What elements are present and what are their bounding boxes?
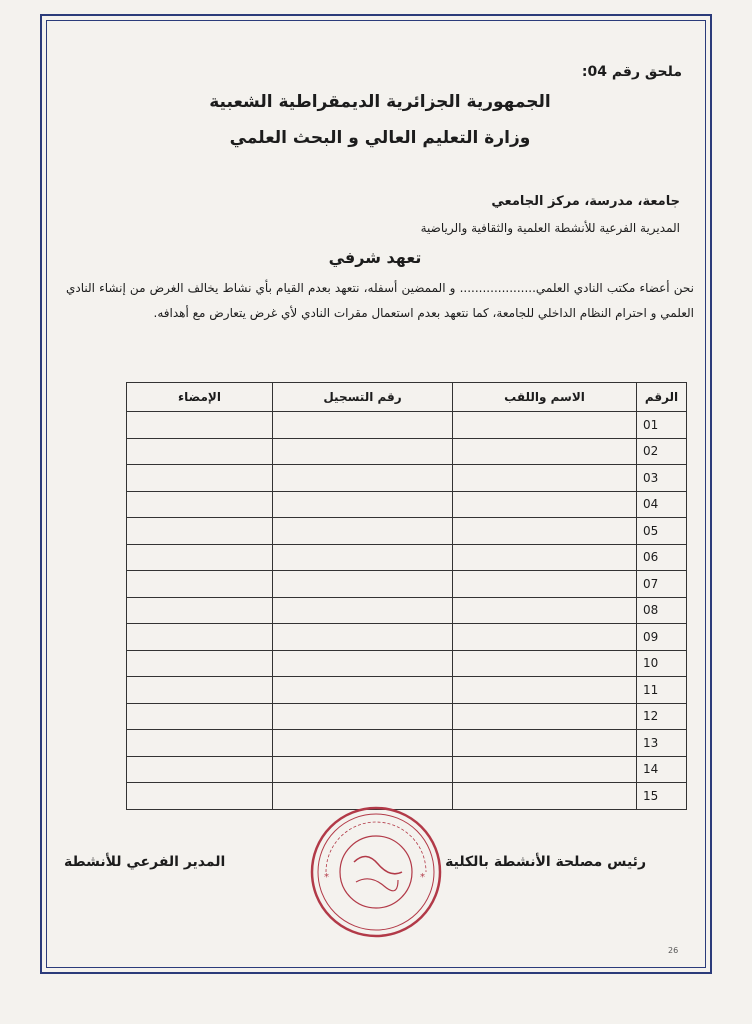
signature-cell[interactable] bbox=[127, 624, 273, 651]
signature-cell[interactable] bbox=[127, 465, 273, 492]
row-number: 03 bbox=[637, 465, 687, 492]
registration-cell[interactable] bbox=[273, 703, 453, 730]
registration-cell[interactable] bbox=[273, 756, 453, 783]
svg-text:*: * bbox=[420, 872, 425, 883]
institution-line: جامعة، مدرسة، مركز الجامعي bbox=[491, 194, 680, 209]
registration-cell[interactable] bbox=[273, 544, 453, 571]
name-cell[interactable] bbox=[453, 703, 637, 730]
table-row bbox=[127, 597, 687, 624]
row-number: 05 bbox=[637, 518, 687, 545]
row-number: 04 bbox=[637, 491, 687, 518]
registration-cell[interactable] bbox=[273, 571, 453, 598]
name-cell[interactable] bbox=[453, 412, 637, 439]
row-number: 12 bbox=[637, 703, 687, 730]
signature-left-label: المدير الفرعي للأنشطة bbox=[64, 854, 226, 870]
ministry-header: وزارة التعليم العالي و البحث العلمي bbox=[229, 128, 531, 148]
registration-cell[interactable] bbox=[273, 650, 453, 677]
name-cell[interactable] bbox=[453, 544, 637, 571]
table-row bbox=[127, 412, 687, 439]
signature-cell[interactable] bbox=[127, 544, 273, 571]
row-number: 10 bbox=[637, 650, 687, 677]
name-cell[interactable] bbox=[453, 571, 637, 598]
name-cell[interactable] bbox=[453, 677, 637, 704]
header-signature: الإمضاء bbox=[127, 383, 273, 412]
name-cell[interactable] bbox=[453, 730, 637, 757]
signature-right-label: رئيس مصلحة الأنشطة بالكلية bbox=[445, 854, 646, 870]
signature-cell[interactable] bbox=[127, 783, 273, 810]
republic-header: الجمهورية الجزائرية الديمقراطية الشعبية bbox=[209, 92, 551, 112]
header-name: الاسم واللقب bbox=[453, 383, 637, 412]
table-row bbox=[127, 518, 687, 545]
annex-label: ملحق رقم 04: bbox=[581, 64, 682, 80]
row-number: 11 bbox=[637, 677, 687, 704]
table-row bbox=[127, 677, 687, 704]
pledge-text-part2: و الممضين أسفله، نتعهد بعدم القيام بأي نشاط يخالف الغرض من إنشاء النادي العلمي و احترام النظام الداخلي للجامعة، كما نتعهد بعدم استعمال مقرات النادي لأي غرض يتعارض مع أهدافه. bbox=[66, 281, 694, 320]
table-row bbox=[127, 571, 687, 598]
table-row bbox=[127, 624, 687, 651]
official-stamp-icon bbox=[306, 802, 446, 942]
signature-cell[interactable] bbox=[127, 597, 273, 624]
table-row bbox=[127, 730, 687, 757]
signature-cell[interactable] bbox=[127, 518, 273, 545]
row-number: 13 bbox=[637, 730, 687, 757]
registration-cell[interactable] bbox=[273, 597, 453, 624]
header-number: الرقم bbox=[637, 383, 687, 412]
signature-cell[interactable] bbox=[127, 730, 273, 757]
name-cell[interactable] bbox=[453, 650, 637, 677]
pledge-title: تعهد شرفي bbox=[328, 248, 422, 267]
row-number: 01 bbox=[637, 412, 687, 439]
subdirectorate-line: المديرية الفرعية للأنشطة العلمية والثقافية والرياضية bbox=[420, 221, 680, 235]
name-cell[interactable] bbox=[453, 756, 637, 783]
row-number: 06 bbox=[637, 544, 687, 571]
table-row bbox=[127, 756, 687, 783]
signature-cell[interactable] bbox=[127, 438, 273, 465]
table-row bbox=[127, 703, 687, 730]
table-row bbox=[127, 491, 687, 518]
signature-cell[interactable] bbox=[127, 677, 273, 704]
table-row bbox=[127, 465, 687, 492]
members-table bbox=[126, 382, 687, 810]
signature-cell[interactable] bbox=[127, 412, 273, 439]
page-number: 26 bbox=[668, 946, 679, 955]
registration-cell[interactable] bbox=[273, 624, 453, 651]
registration-cell[interactable] bbox=[273, 412, 453, 439]
name-cell[interactable] bbox=[453, 597, 637, 624]
row-number: 15 bbox=[637, 783, 687, 810]
table-row bbox=[127, 650, 687, 677]
registration-cell[interactable] bbox=[273, 465, 453, 492]
row-number: 07 bbox=[637, 571, 687, 598]
row-number: 08 bbox=[637, 597, 687, 624]
table-row bbox=[127, 438, 687, 465]
name-cell[interactable] bbox=[453, 783, 637, 810]
name-cell[interactable] bbox=[453, 491, 637, 518]
pledge-paragraph bbox=[66, 276, 694, 326]
table-header-row bbox=[127, 383, 687, 412]
registration-cell[interactable] bbox=[273, 491, 453, 518]
name-cell[interactable] bbox=[453, 518, 637, 545]
name-cell[interactable] bbox=[453, 438, 637, 465]
pledge-text-part1: نحن أعضاء مكتب النادي العلمي bbox=[535, 281, 694, 295]
row-number: 09 bbox=[637, 624, 687, 651]
signature-cell[interactable] bbox=[127, 703, 273, 730]
svg-text:*: * bbox=[324, 872, 329, 883]
header-registration: رقم التسجيل bbox=[273, 383, 453, 412]
row-number: 14 bbox=[637, 756, 687, 783]
pledge-blank-dots: .................... bbox=[459, 281, 536, 295]
signature-cell[interactable] bbox=[127, 491, 273, 518]
registration-cell[interactable] bbox=[273, 730, 453, 757]
table-row bbox=[127, 544, 687, 571]
registration-cell[interactable] bbox=[273, 518, 453, 545]
signature-cell[interactable] bbox=[127, 756, 273, 783]
registration-cell[interactable] bbox=[273, 438, 453, 465]
registration-cell[interactable] bbox=[273, 677, 453, 704]
signature-cell[interactable] bbox=[127, 571, 273, 598]
row-number: 02 bbox=[637, 438, 687, 465]
name-cell[interactable] bbox=[453, 624, 637, 651]
signature-cell[interactable] bbox=[127, 650, 273, 677]
name-cell[interactable] bbox=[453, 465, 637, 492]
